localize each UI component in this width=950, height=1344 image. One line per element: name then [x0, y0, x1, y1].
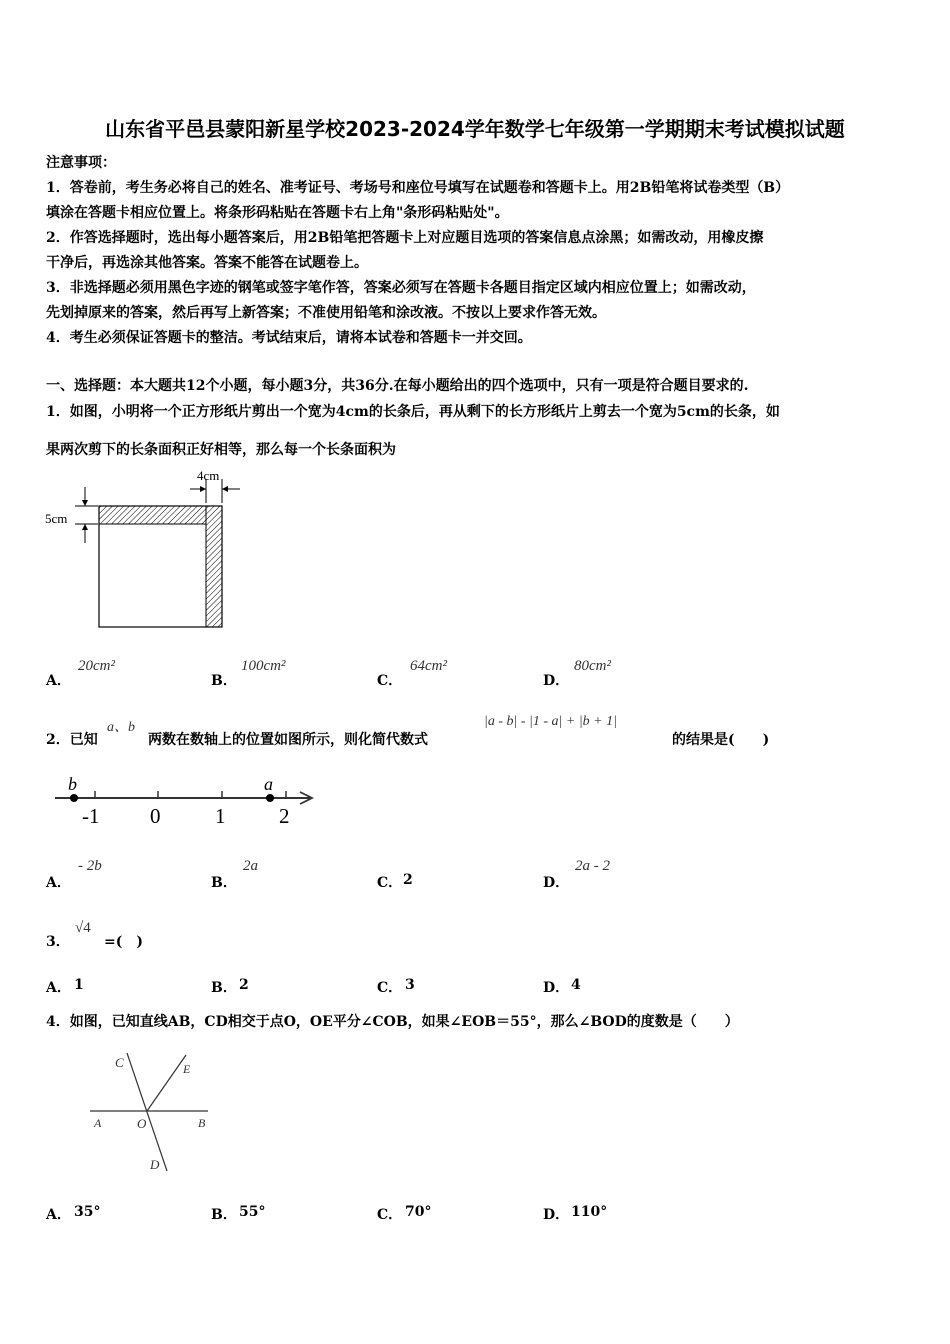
q1-text: 果两次剪下的长条面积正好相等，那么每一个长条面积为 [46, 442, 396, 458]
note-line: 填涂在答题卡相应位置上。将条形码粘贴在答题卡右上角"条形码粘贴处"。 [46, 205, 509, 221]
option-letter[interactable]: A． [46, 980, 71, 996]
point-label: O [137, 1116, 147, 1131]
point-a-label: a [264, 774, 273, 794]
q1-strip-4cm [206, 506, 222, 627]
q4-text: 4．如图，已知直线AB，CD相交于点O，OE平分∠COB，如果∠EOB＝55°，那么∠BOD的度数是（ ） [46, 1014, 739, 1030]
option-letter[interactable]: A． [46, 875, 71, 891]
option-letter[interactable]: C． [377, 980, 403, 996]
option-value[interactable]: 1 [74, 977, 84, 993]
option-value[interactable]: 55° [239, 1204, 266, 1220]
option-value[interactable]: 2a - 2 [575, 858, 610, 874]
section-heading: 一、选择题：本大题共12个小题，每小题3分，共36分.在每小题给出的四个选项中，只有一项是符合题目要求的. [46, 378, 749, 394]
option-value[interactable]: 2 [403, 872, 413, 888]
option-value[interactable]: 20cm² [78, 658, 115, 674]
q2-vars: a、b [107, 720, 135, 735]
q1-label-5cm: 5cm [45, 511, 68, 526]
option-letter[interactable]: D． [543, 875, 570, 891]
point-b [70, 794, 78, 802]
option-letter[interactable]: D． [543, 980, 570, 996]
option-letter[interactable]: B． [211, 875, 237, 891]
point-label: B [198, 1116, 206, 1130]
q1-strip-5cm [99, 506, 206, 524]
option-value[interactable]: 3 [405, 977, 415, 993]
q4-figure [85, 1045, 220, 1175]
q3-expression: √4 [75, 920, 91, 936]
point-label: C [115, 1055, 124, 1070]
q1-text: 1．如图，小明将一个正方形纸片剪出一个宽为4cm的长条后，再从剩下的长方形纸片上剪去一个宽为5cm的长条，如 [46, 404, 780, 420]
note-line: 2．作答选择题时，选出每小题答案后，用2B铅笔把答题卡上对应题目选项的答案信息点涂黑；如需改动，用橡皮擦 [46, 230, 764, 246]
q2-prefix: 2．已知 [46, 732, 98, 748]
option-value[interactable]: 64cm² [410, 658, 447, 674]
q3-prefix: 3． [46, 934, 70, 950]
note-line: 1．答卷前，考生务必将自己的姓名、准考证号、考场号和座位号填写在试题卷和答题卡上。用2B铅笔将试卷类型（B） [46, 180, 790, 196]
number-line [50, 768, 330, 830]
q1-label-4cm: 4cm [197, 468, 220, 483]
q2-mid: 两数在数轴上的位置如图所示，则化简代数式 [148, 732, 428, 748]
option-letter[interactable]: B． [211, 980, 237, 996]
point-b-label: b [68, 774, 77, 794]
point-label: D [150, 1157, 160, 1172]
option-letter[interactable]: D． [543, 1207, 570, 1223]
note-line: 干净后，再选涂其他答案。答案不能答在试题卷上。 [46, 255, 368, 271]
option-value[interactable]: 80cm² [574, 658, 611, 674]
option-value[interactable]: 4 [571, 977, 581, 993]
note-line: 先划掉原来的答案，然后再写上新答案；不准使用铅笔和涂改液。不按以上要求作答无效。 [46, 305, 606, 321]
point-label: A [94, 1116, 102, 1130]
option-value[interactable]: 110° [571, 1204, 608, 1220]
option-value[interactable]: 2a [243, 858, 258, 874]
note-line: 4．考生必须保证答题卡的整洁。考试结束后，请将本试卷和答题卡一并交回。 [46, 330, 532, 346]
tick-label: 1 [215, 804, 226, 828]
option-value[interactable]: 2 [239, 977, 249, 993]
option-letter[interactable]: B． [211, 1207, 237, 1223]
option-letter[interactable]: D． [543, 673, 570, 689]
tick-label: 2 [279, 804, 290, 828]
notes-heading: 注意事项： [46, 155, 116, 171]
option-letter[interactable]: A． [46, 1207, 71, 1223]
option-value[interactable]: 70° [405, 1204, 432, 1220]
option-letter[interactable]: C． [377, 673, 403, 689]
q3-suffix: =( ) [104, 934, 143, 950]
option-value[interactable]: 100cm² [241, 658, 286, 674]
option-value[interactable]: 35° [74, 1204, 101, 1220]
q1-figure [40, 465, 260, 640]
q2-expression: |a - b| - |1 - a| + |b + 1| [484, 714, 617, 729]
page-title: 山东省平邑县蒙阳新星学校2023-2024学年数学七年级第一学期期末考试模拟试题 [105, 117, 845, 141]
option-letter[interactable]: B． [211, 673, 237, 689]
option-letter[interactable]: C． [377, 875, 403, 891]
option-letter[interactable]: A． [46, 673, 71, 689]
point-label: E [183, 1062, 191, 1076]
tick-label: -1 [82, 804, 100, 828]
q2-suffix: 的结果是( ) [672, 732, 770, 748]
note-line: 3．非选择题必须用黑色字迹的钢笔或签字笔作答，答案必须写在答题卡各题目指定区域内相应位置上；如需改动， [46, 280, 756, 296]
tick-label: 0 [150, 804, 161, 828]
option-value[interactable]: - 2b [78, 858, 102, 874]
point-a [266, 794, 274, 802]
option-letter[interactable]: C． [377, 1207, 403, 1223]
